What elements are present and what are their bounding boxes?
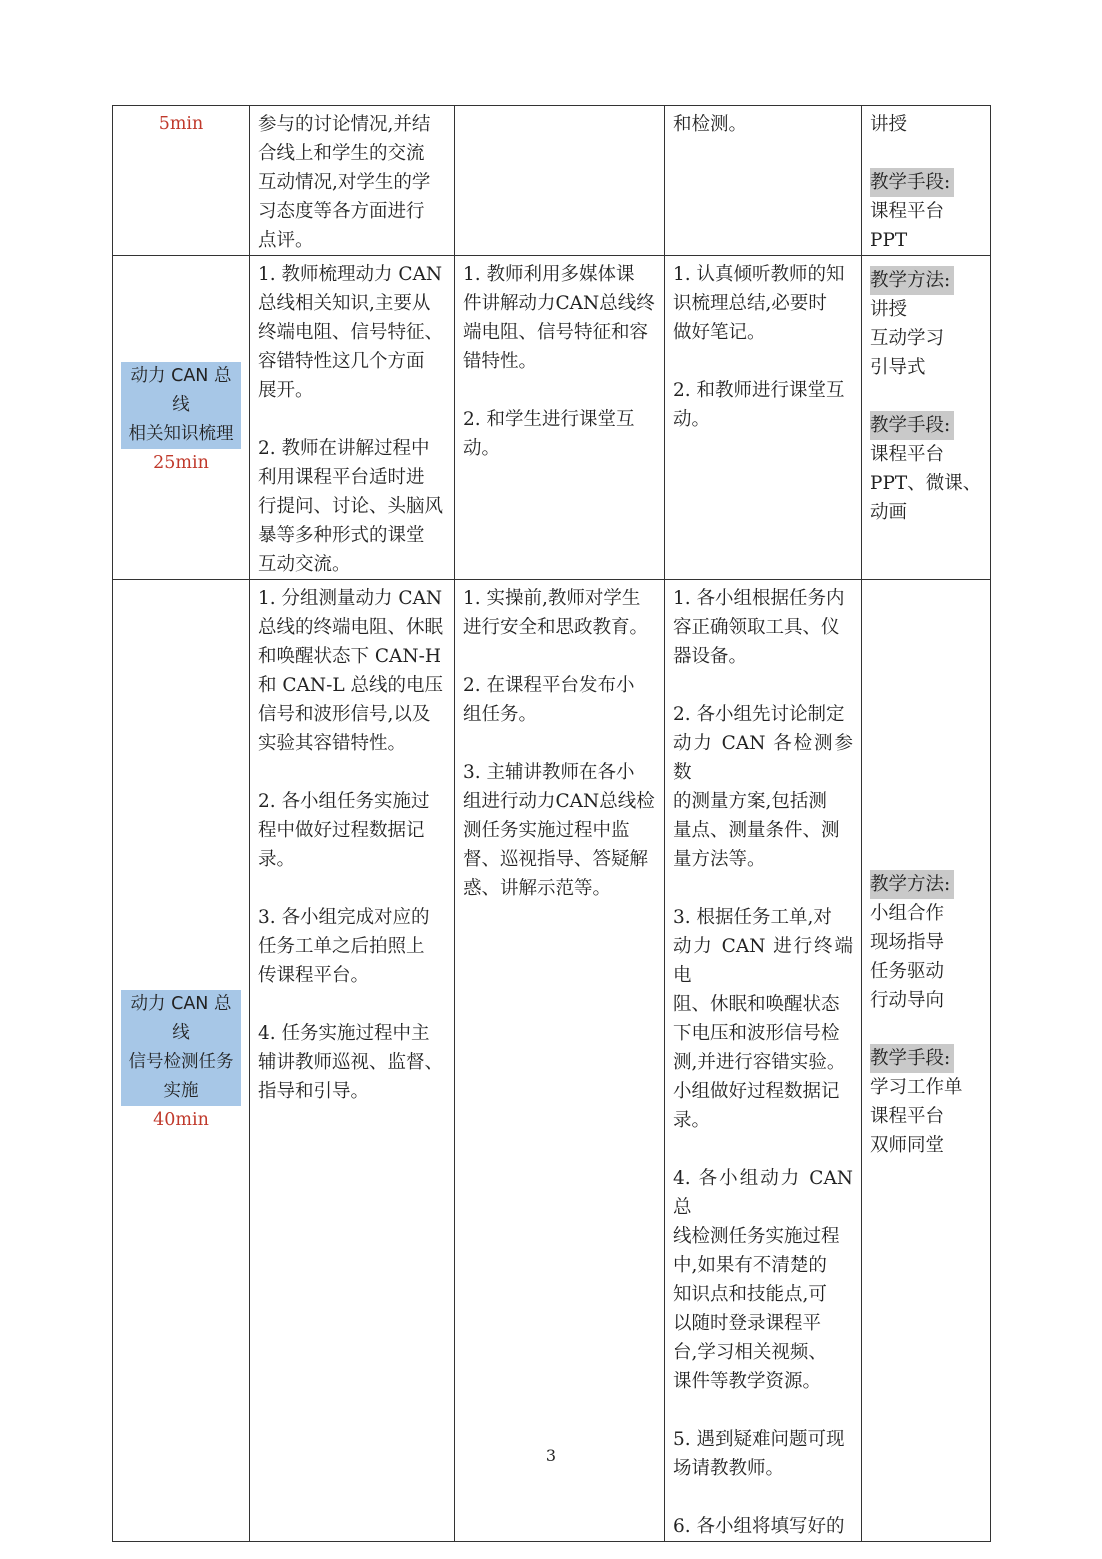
stage-title: 动力 CAN 总线 相关知识梳理: [121, 362, 241, 449]
table-row: [113, 256, 991, 580]
stage-cell: [113, 256, 250, 580]
method-label: 教学方法:: [870, 266, 954, 295]
teacher-activity-cell: [250, 580, 455, 1542]
student-activity-text: 2. 各小组先讨论制定 动力 CAN 各检测参数 的测量方案,包括测 量点、测量条件、测 量方法等。: [673, 704, 853, 870]
teacher-media-text: 1. 实操前,教师对学生 进行安全和思政教育。: [463, 588, 649, 638]
page-number: 3: [545, 1446, 557, 1465]
stage-title: 动力 CAN 总线 信号检测任务 实施: [121, 990, 241, 1106]
student-activity-text: 2. 和教师进行课堂互 动。: [673, 380, 845, 430]
teacher-activity-text: 2. 教师在讲解过程中 利用课程平台适时进 行提问、讨论、头脑风 暴等多种形式的课堂 互动交流。: [258, 438, 444, 575]
means-items: 课程平台 PPT: [870, 201, 945, 251]
method-items: 小组合作 现场指导 任务驱动 行动导向: [870, 903, 945, 1011]
method-items: 讲授: [870, 114, 908, 135]
student-activity-cell: [665, 106, 862, 256]
stage-time: 40min: [153, 1110, 209, 1130]
teacher-activity-cell: [250, 256, 455, 580]
teacher-activity-text: 1. 教师梳理动力 CAN 总线相关知识,主要从 终端电阻、信号特征、 容错特性这几个方面 展开。: [258, 264, 444, 401]
means-label: 教学手段:: [870, 168, 954, 197]
teacher-media-cell: [455, 580, 665, 1542]
teacher-media-text: 1. 教师利用多媒体课 件讲解动力CAN总线终 端电阻、信号特征和容 错特性。: [463, 264, 655, 372]
means-label: 教学手段:: [870, 1044, 954, 1073]
table-body: [113, 106, 991, 1542]
teacher-activity-text: 2. 各小组任务实施过 程中做好过程数据记 录。: [258, 791, 430, 870]
teacher-activity-text: 4. 任务实施过程中主 辅讲教师巡视、监督、 指导和引导。: [258, 1023, 444, 1102]
student-activity-text: 4. 各小组动力 CAN 总 线检测任务实施过程 中,如果有不清楚的 知识点和技能点,可 以随时登录课程平 台,学习相关视频、 课件等教学资源。: [673, 1168, 853, 1392]
means-items: 课程平台 PPT、微课、 动画: [870, 444, 982, 523]
teacher-activity-text: 1. 分组测量动力 CAN 总线的终端电阻、休眠 和唤醒状态下 CAN-H 和 CAN-L 总线的电压 信号和波形信号,以及 实验其容错特性。: [258, 588, 444, 754]
method-items: 讲授 互动学习 引导式: [870, 299, 945, 378]
stage-time: 5min: [158, 114, 204, 134]
teacher-activity-cell: [250, 106, 455, 256]
teacher-media-text: 2. 在课程平台发布小 组任务。: [463, 675, 635, 725]
method-cell: [862, 106, 991, 256]
student-activity-cell: [665, 256, 862, 580]
table-row: [113, 106, 991, 256]
student-activity-text: 1. 认真倾听教师的知 识梳理总结,必要时 做好笔记。: [673, 264, 845, 343]
method-cell: [862, 256, 991, 580]
student-activity-text: 3. 根据任务工单,对 动力 CAN 进行终端电 阻、休眠和唤醒状态 下电压和波形信号检 测,并进行容错实验。 小组做好过程数据记 录。: [673, 907, 853, 1131]
teacher-media-text: 3. 主辅讲教师在各小 组进行动力CAN总线检 测任务实施过程中监 督、巡视指导、答疑解 惑、讲解示范等。: [463, 762, 655, 899]
student-activity-text: 和检测。: [673, 114, 748, 135]
teacher-activity-text: 参与的讨论情况,并结 合线上和学生的交流 互动情况,对学生的学 习态度等各方面进行 点评。: [258, 114, 431, 251]
teacher-media-text: 2. 和学生进行课堂互 动。: [463, 409, 635, 459]
means-items: 学习工作单 课程平台 双师同堂: [870, 1077, 963, 1156]
method-label: 教学方法:: [870, 870, 954, 899]
student-activity-text: 5. 遇到疑难问题可现 场请教教师。: [673, 1429, 845, 1479]
table-row: [113, 580, 991, 1542]
teacher-activity-text: 3. 各小组完成对应的 任务工单之后拍照上 传课程平台。: [258, 907, 430, 986]
lesson-plan-table: [112, 105, 991, 1542]
stage-cell: [113, 580, 250, 1542]
stage-cell: [113, 106, 250, 256]
method-cell: [862, 580, 991, 1542]
teacher-media-cell: [455, 106, 665, 256]
student-activity-cell: [665, 580, 862, 1542]
student-activity-text: 6. 各小组将填写好的: [673, 1516, 845, 1537]
student-activity-text: 1. 各小组根据任务内 容正确领取工具、仪 器设备。: [673, 588, 845, 667]
stage-time: 25min: [153, 452, 209, 473]
teacher-media-cell: [455, 256, 665, 580]
means-label: 教学手段:: [870, 411, 954, 440]
